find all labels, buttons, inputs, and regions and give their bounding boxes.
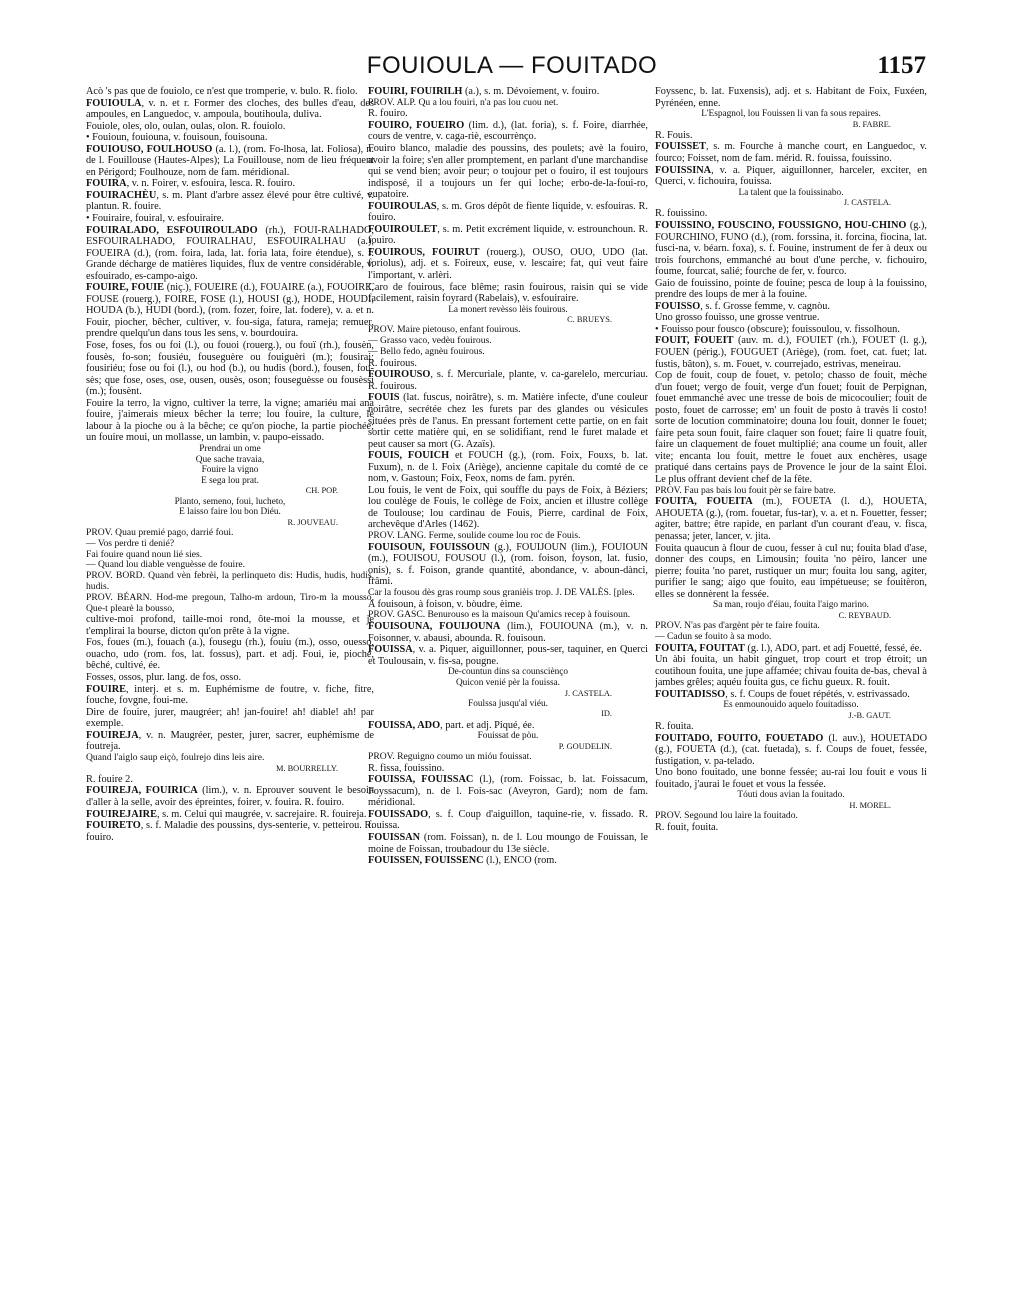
dictionary-entry: FOUISSINA, v. a. Piquer, aiguillonner, harceler, exciter, en Querci, v. fichouira, fouissa. xyxy=(655,164,927,188)
dictionary-entry: FOUITADO, FOUITO, FOUETADO (l. auv.), HOUETADO (g.), FOUETA (d.), (cat. fuetada), s. f. Coups de fouet, fessée, fustigation, v. pa-telado. xyxy=(655,732,927,767)
proverb-line: PROV. ALP. Qu a lou fouiri, n'a pas lou cuou net. xyxy=(368,96,559,108)
dictionary-entry: FOUIT, FOUEIT (auv. m. d.), FOUIET (rh.), FOUET (l. g.), FOUEN (périg.), FOUGUET (Ariège), (rom. foet, cat. fuet; lat. fustis, bâton), s. m. Fouet, v. courrejado, estrivas, meneirau. xyxy=(655,335,927,370)
dictionary-entry: FOUIRALADO, ESFOUIROULADO (rh.), FOUI-RALHADO, ESFOUIRALHADO, FOUIRALHAU, ESFOUIRALHAU (a.), FOUEIRA (d.), (rom. foira, lada, lat. foria lata, foire étendue), s. f. Grande décharge de matières liquides, flux de ventre considérable, v. esfouirado, es-campo-aigo. xyxy=(86,224,374,282)
column-left xyxy=(86,86,374,1296)
dictionary-entry: FOUIOULA, v. n. et r. Former des cloches, des bulles d'eau, des ampoules, en Languedoc, v. ampoula, boutihoula, duliva. xyxy=(86,97,374,121)
proverb-line: PROV. N'as pas d'argènt pèr te faire fouita. xyxy=(655,620,820,632)
quotation-line: Que sache travaia, xyxy=(195,454,265,465)
dictionary-entry: Uno bono fouitado, une bonne fessée; au-rai lou fouit e vous li fouitado, j'aurai le fouet et vous la fessée. xyxy=(655,767,927,790)
dictionary-entry: FOUIS, FOUICH et FOUCH (g.), (rom. Foix, Fouxs, b. lat. Fuxum), n. de l. Foix (Ariège), ancienne capitale du comté de ce nom, v. Gastoun; Foix, Feox, noms de fam. pyrén. xyxy=(368,450,648,485)
headword: FOUIREJA, FOUIRICA xyxy=(86,785,198,797)
dictionary-entry: FOUIREJAIRE, s. m. Celui qui maugrée, v. sacrejaire. R. fouireja. xyxy=(86,808,367,820)
quotation-line: E sega lou prat. xyxy=(201,475,259,486)
page-header xyxy=(0,52,1024,82)
dictionary-entry: Fouiole, oles, olo, oulan, oulas, olon. R. fouiolo. xyxy=(86,120,286,132)
headword: FOUITA, FOUEITA xyxy=(655,496,753,508)
dictionary-entry: R. fouirous. xyxy=(368,357,417,369)
quotation-attribution: C. BRUEYS. xyxy=(567,315,612,325)
dictionary-entry: Cop de fouit, coup de fouet, v. petolo; chasso de fouit, mèche d'un fouet; vergo de fouit, verge d'un fouet; fouit de Perpignan, fouet emmanché avec une tresse de bois de micocoulier; fouit de posto, fouet de carrosse; em' un fouit de posto à travès li costo! sorte de locution comminatoire; douna lou fouit, donner le fouet; faire peta soun fouit, faire claquer son fouet; faire li quatre fouit, faire un claquement de fouet multiplié; ana coume un fouit, aller vite; encanta lou fouit, mettre le fouet aux enchères, usage pratiqué dans certains pays de Provence le jour de la saint Éloi. Le plus offrant devient chef de la fête. xyxy=(655,370,927,485)
headword: FOUIROUS, FOUIRUT xyxy=(368,246,480,258)
dictionary-entry: FOUIS (lat. fuscus, noirâtre), s. m. Matière infecte, d'une couleur noirâtre, secrétée chez les furets par des glandes ou vésicules situées près de l'anus. En pressant fortement cette partie, on en fait sortir cette matière qui, en se solidifiant, rend le furet malade et peut causer sa mort (G. Azaïs). xyxy=(368,392,648,450)
dictionary-entry: R. fouissino. xyxy=(655,208,708,220)
dictionary-entry: FOUIREJA, v. n. Maugréer, pester, jurer, sacrer, euphémisme de foutreja. xyxy=(86,729,374,753)
quotation-attribution: R. JOUVEAU. xyxy=(287,517,338,527)
headword: FOUISSA xyxy=(368,644,413,656)
proverb-line: Quand l'aiglo saup eiçò, foulrejo dins leis aire. xyxy=(86,751,265,763)
dictionary-entry: FOUISSA, ADO, part. et adj. Piqué, ée. xyxy=(368,719,535,731)
quotation-attribution: P. GOUDELIN. xyxy=(558,741,612,751)
dictionary-entry: FOUIRO, FOUEIRO (lim. d.), (lat. foria), s. f. Foire, diarrhée, cours de ventre, v. caga-riè, escourrènço. xyxy=(368,119,648,143)
proverb-line: Fai fouire quand noun lié sies. xyxy=(86,548,203,560)
proverb-line: — Vos perdre ti denié? xyxy=(86,537,175,549)
quotation-attribution: CH. POP. xyxy=(305,486,338,496)
proverb-line: — Grasso vaco, vedèu fouirous. xyxy=(368,335,492,347)
quotation-attribution: C. REYBAUD. xyxy=(838,610,891,620)
proverb-line: — Cadun se fouito à sa modo. xyxy=(655,630,772,642)
page-number: 1157 xyxy=(877,52,926,79)
headword: FOUISSINO, FOUSCINO, FOUSSIGNO, HOU-CHINO xyxy=(655,219,907,231)
proverb-line: — Bello fedo, agnèu fouirous. xyxy=(368,346,485,358)
headword: FOUIRA xyxy=(86,178,127,190)
headword: FOUIROULET xyxy=(368,223,438,235)
proverb-line: PROV. LANG. Ferme, soulide coume lou roc de Fouis. xyxy=(368,530,581,542)
dictionary-entry: • Fouisso pour fousco (obscure); fouissoulou, v. fissolhoun. xyxy=(655,323,900,335)
dictionary-entry: FOUISSET, s. m. Fourche à manche court, en Languedoc, v. fourco; Foisset, nom de fam. mérid. R. fouissa, fouissino. xyxy=(655,141,927,164)
headword: FOUIOUSO, FOULHOUSO xyxy=(86,143,213,155)
quotation-attribution: J.-B. GAUT. xyxy=(848,710,891,720)
quotation-attribution: J. CASTELA. xyxy=(843,198,891,208)
quotation-attribution: M. BOURRELLY. xyxy=(275,763,338,773)
dictionary-entry: Foyssenc, b. lat. Fuxensis), adj. et s. Habitant de Foix, Fuxéen, Pyrénéen, enne. xyxy=(655,86,927,109)
headword: FOUIS, FOUICH xyxy=(368,450,450,462)
headword: FOUIRETO xyxy=(86,820,141,832)
proverb-line: PROV. Maire pietouso, enfant fouirous. xyxy=(368,324,521,336)
headword: FOUIROULAS xyxy=(368,200,437,212)
proverb-line: PROV. BÉARN. Hod-me pregoun, Talho-m ardoun, Tiro-m la mousso, Que-t plearè la bousso, xyxy=(86,591,374,614)
headword: FOUIROUSO xyxy=(368,369,431,381)
dictionary-entry: R. fouit, fouita. xyxy=(655,822,719,834)
dictionary-entry: FOUIRETO, s. f. Maladie des poussins, dys-senterie, v. petteirou. R. fouiro. xyxy=(86,820,374,843)
dictionary-entry: • Fouioun, fouiouna, v. fouisoun, fouisouna. xyxy=(86,132,268,144)
dictionary-entry: FOUIRE, interj. et s. m. Euphémisme de foutre, v. fiche, fitre, fouche, fovgne, foui-me. xyxy=(86,683,374,707)
headword: FOUITADISSO xyxy=(655,688,726,700)
headword: FOUIOULA xyxy=(86,97,142,109)
headword: FOUIRO, FOUEIRO xyxy=(368,119,465,131)
dictionary-entry: cultive-moi profond, taille-moi rond, ôte-moi la mousse, et je t'emplirai la bourse, dicton qu'on prête à la vigne. xyxy=(86,614,374,637)
headword: FOUIRE, FOUIE xyxy=(86,282,164,294)
headword: FOUISSAN xyxy=(368,831,421,843)
dictionary-entry: FOUISSINO, FOUSCINO, FOUSSIGNO, HOU-CHINO (g.), FOURCHINO, FUNO (d.), (rom. forssina, it. forcina, fiocina, lat. fusci-na, v. béarn. foxa), s. f. Fouine, instrument de fer à deux ou trois fourchons, emmanché au bout d'une perche, v. fichouiro, foume, fourcat, salié; fourche de fer, v. fourco. xyxy=(655,219,927,278)
dictionary-entry: FOUIROULAS, s. m. Gros dépôt de fiente liquide, v. esfouiras. R. fouiro. xyxy=(368,200,648,224)
quotation-line: Planto, semeno, foui, lucheto, xyxy=(174,496,286,507)
dictionary-entry: FOUIOUSO, FOULHOUSO (a. l.), (rom. Fo-lhosa, lat. Foliosa), n. de l. Fouillouse (Hautes-Alpes); La Fouillouse, nom de lieu fréquent en Périgord; Foulhouze, nom de fam. méridional. xyxy=(86,143,374,178)
quotation-line: Foulssa jusqu'al viéu. xyxy=(468,698,548,709)
dictionary-entry: FOUISSA, v. a. Piquer, aiguillonner, pous-ser, taquiner, en Querci et Toulousain, v. fis-sa, pougne. xyxy=(368,644,648,667)
dictionary-entry: FOUITA, FOUITAT (g. l.), ADO, part. et adj Fouetté, fessé, ée. xyxy=(655,642,922,654)
dictionary-entry: Fouita quaucun à flour de cuou, fesser à cul nu; fouita blad d'ase, donner des coups, en Limousin; fouita 'no pèiro, lancer une pierre; fouita 'no paret, rustiquer un mur; fouita lou sang, agiter, purifier le sang; aigo que fouito, eau impétueuse; se fouitèron, elles se donnèrent la fessée. xyxy=(655,542,927,600)
column-middle xyxy=(368,86,648,1296)
proverb-line: PROV. Reguigno coumo un mióu fouissat. xyxy=(368,750,532,762)
headword: FOUISSADO xyxy=(368,808,429,820)
headword: FOUIRE xyxy=(86,683,127,695)
dictionary-entry: Fose, foses, fos ou foi (l.), ou fouoi (rouerg.), ou fouï (rh.), fousèn, fousès, fo-son; fousiéu, fouseguère ou fouiguèri (m.); fousirai; fousiriéu; fose ou foi (l.), ou hod (b.), ou hudis (bord.), fousen, fou-sès; que fose, oses, ose, ousen, ousès, oson; fouseguèsse ou fousèssi (m.); fousènt. xyxy=(86,340,374,398)
dictionary-entry: • Fouiraire, fouiral, v. esfouiraire. xyxy=(86,213,224,225)
quotation-line: Es enmounouido aquelo fouitadisso. xyxy=(723,700,859,711)
dictionary-entry: FOUISSAN (rom. Foissan), n. de l. Lou moungo de Fouissan, le moine de Foissan, troubadour du 13e siècle. xyxy=(368,831,648,855)
dictionary-entry: Gaio de fouissino, pointe de fouine; pesca de loup à la fouissino, prendre des loups de mer à la fouine. xyxy=(655,277,927,301)
quotation-line: Fouissat de pòu. xyxy=(477,731,539,742)
headword: FOUISSET xyxy=(655,141,706,153)
proverb-line: PROV. Segound lou laire la fouitado. xyxy=(655,810,798,822)
dictionary-entry: FOUISOUNA, FOUIJOUNA (lim.), FOUIOUNA (m.), v. n. Foisonner, v. abausi, abounda. R. fouisoun. xyxy=(368,621,648,644)
headword: FOUISSEN, FOUISSENC xyxy=(368,855,484,867)
headword: FOUIS xyxy=(368,392,400,404)
quotation-line: Sa man, roujo d'éiau, fouita l'aigo marino. xyxy=(713,600,869,611)
dictionary-entry: Un àbi fouita, un habit ginguet, trop court et trop étroit; un coutihoun fouita, une jupe affamée; chivau fouita de-bas, cheval à jambes grêles; aquéu fouita gus, ce fichu gueux. R. fouit. xyxy=(655,654,927,689)
quotation-attribution: J. CASTELA. xyxy=(564,688,612,698)
headword: FOUITADO, FOUITO, FOUETADO xyxy=(655,732,824,744)
dictionary-entry: Fouiro blanco, maladie des poussins, des poulets; avè la fouiro, avoir la foire; s'en aller promptement, en parlant d'une marchandise qui se vend bien; avoir peur; o toujour pet o fouiro, il est toujours indisposé, il a toujours un fer qui loche; erbo-de-la-foui-ro, eupatoire. xyxy=(368,142,648,201)
dictionary-entry: FOUIRACHÈU, s. m. Plant d'arbre assez élevé pour être cultivé, v. plantun. R. fouire. xyxy=(86,189,374,213)
quotation-line: L'Espagnol, lou Fouissen li van fa sous repaires. xyxy=(701,109,881,120)
headword: FOUIT, FOUEIT xyxy=(655,335,734,347)
dictionary-entry: FOUIRI, FOUIRILH (a.), s. m. Dévoiement, v. fouiro. xyxy=(368,86,600,97)
dictionary-entry: FOUIRA, v. n. Foirer, v. esfouira, lesca. R. fouiro. xyxy=(86,178,296,190)
proverb-line: PROV. BORD. Quand vèn febrèi, la perlinqueto dis: Hudis, hudis, hudis, hudis. xyxy=(86,570,374,592)
dictionary-entry: FOUISSA, FOUISSAC (l.), (rom. Foissac, b. lat. Foissacum, Foyssacum), n. de l. Fois-sac (Aveyron, Gard); nom de fam. méridional. xyxy=(368,774,648,809)
headword: FOUIRALADO, ESFOUIROULADO xyxy=(86,224,258,236)
proverb-line: Car la fousou dès gras roump sous granièis trop. J. DE VALÈS. [ples. xyxy=(368,587,635,599)
quotation-line: La monert revèsso lèis fouirous. xyxy=(448,304,568,315)
quotation-line: Fouire la vigno xyxy=(201,465,259,476)
quotation-line: E laisso faire lou bon Diéu. xyxy=(179,507,281,518)
dictionary-entry: FOUIREJA, FOUIRICA (lim.), v. n. Eprouver souvent le besoin d'aller à la selle, avoir des épreintes, foirer, v. fouira. R. fouiro. xyxy=(86,785,374,808)
dictionary-entry: FOUIRE, FOUIE (niç.), FOUEIRE (d.), FOUAIRE (a.), FOUOIRE, FOUSE (rouerg.), FOIRE, FOSE (l.), HOUSI (g.), HODE, HOUDI, HOUDA (b.), HUDI (bord.), (rom. fozer, foire, lat. fodere), v. a. et n. Fouir, piocher, bêcher, cultiver, v. fou-siga, fatura, rameja; remuer, prendre quelqu'un dans tous les sens, v. bourdouira. xyxy=(86,282,374,340)
dictionary-entry: FOUIROULET, s. m. Petit excrément liquide, v. estrounchoun. R. fouiro. xyxy=(368,223,648,247)
dictionary-entry: Lou fouis, le vent de Foix, qui souffle du pays de Foix, à Béziers; lou coulège de Fouis, le collège de Foix, ancien et illustre collège de Toulouse; lou cardinau de Fouis, Pierre, cardinal de Foix, archevêque d'Arles (1462). xyxy=(368,484,648,531)
headword: FOUIRI, FOUIRILH xyxy=(368,86,463,97)
dictionary-entry: Uno grosso fouisso, une grosse ventrue. xyxy=(655,312,820,324)
dictionary-entry: Fouire la terro, la vigno, cultiver la terre, la vigne; amariéu mai ana fouire, j'aimerais mieux bêcher la terre; lou fouire, la culture, le labour à la pioche ou à la bêche; ce qu'on pioche, la partie piochée; un fouire moui, un mollasse, un lambin, v. paupo-eissado. xyxy=(86,397,374,444)
dictionary-entry: A fouisoun, à foison, v. bòudre, èime. xyxy=(368,598,523,610)
dictionary-entry: FOUISSO, s. f. Grosse femme, v. cagnòu. xyxy=(655,300,830,312)
headword: FOUIREJAIRE xyxy=(86,808,157,820)
quotation-attribution: H. MOREL. xyxy=(849,801,891,811)
headword: FOUIRACHÈU xyxy=(86,189,157,201)
headword: FOUISSO xyxy=(655,300,701,312)
headword: FOUIREJA xyxy=(86,729,139,741)
dictionary-entry: FOUIROUSO, s. f. Mercuriale, plante, v. ca-garelelo, mercuriau. R. fouirous. xyxy=(368,369,648,392)
dictionary-entry: R. fouita. xyxy=(655,721,694,733)
dictionary-entry: R. fouire 2. xyxy=(86,773,133,785)
dictionary-entry: FOUITADISSO, s. f. Coups de fouet répétés, v. estrivassado. xyxy=(655,688,910,700)
quotation-line: Quicon venié pèr la fouissa. xyxy=(455,677,561,688)
headword: FOUISOUNA, FOUIJOUNA xyxy=(368,621,501,633)
quotation-attribution: B. FABRE. xyxy=(852,119,891,129)
dictionary-entry: R. fissa, fouissino. xyxy=(368,762,445,774)
quotation-line: Prendrai un ome xyxy=(199,443,261,454)
dictionary-entry: R. fouiro. xyxy=(368,108,408,120)
dictionary-entry: Acò 's pas que de fouiolo, ce n'est que tromperie, v. bulo. R. fiolo. xyxy=(86,86,358,97)
proverb-line: PROV. GASC. Benurouso es la maisoun Qu'amics recep à fouisoun. xyxy=(368,609,631,621)
dictionary-entry: Fosses, ossos, plur. lang. de fos, osso. xyxy=(86,672,242,684)
dictionary-entry: FOUISOUN, FOUISSOUN (g.), FOUIJOUN (lim.), FOUIOUN (m.), FOUISOU, FOUSOU (l.), (rom. foison, foyson, lat. fusio, onis), s. f. Foison, grande quantité, abondance, v. aboun-dànci, frâmi. xyxy=(368,541,648,588)
quotation-line: La talent que la fouissinabo. xyxy=(738,187,844,198)
dictionary-entry: FOUIROUS, FOUIRUT (rouerg.), OUSO, OUO, UDO (lat. foriolus), adj. et s. Foireux, euse, v. lescaire; fat, qui veut faire l'important, v. arlèri. xyxy=(368,246,648,281)
quotation-line: De-countun dins sa counsciènço xyxy=(447,667,569,678)
headword: FOUISSINA xyxy=(655,164,712,176)
headword: FOUITA, FOUITAT xyxy=(655,642,745,654)
proverb-line: PROV. Fau pas bais lou fouit pèr se faire batre. xyxy=(655,484,836,496)
dictionary-entry: FOUISSEN, FOUISSENC (l.), ENCO (rom. xyxy=(368,855,557,867)
dictionary-entry: Dire de fouire, jurer, maugréer; ah! jan-fouire! ah! diable! ah! par exemple. xyxy=(86,706,374,730)
headword: FOUISSA, ADO xyxy=(368,719,441,731)
running-title: FOUIOULA — FOUITADO xyxy=(366,52,658,79)
column-right xyxy=(655,86,927,1296)
proverb-line: — Quand lou diable venguèsse de fouire. xyxy=(86,559,246,571)
quotation-line: Tóuti dous avian la fouitado. xyxy=(737,790,845,801)
dictionary-entry: Fos, foues (m.), fouach (a.), fousegu (rh.), fouiu (m.), osso, ouesso, ouacho, udo (rom. fos, lat. fossus), part. et adj. Foui, ie, pioché, bêché, cultivé, ée. xyxy=(86,637,374,672)
headword: FOUISOUN, FOUISSOUN xyxy=(368,541,490,553)
dictionary-entry: Caro de fouirous, face blême; rasin fouirous, raisin qui se vide facilement, raisin foyrard (Rabelais), v. esfouiraire. xyxy=(368,281,648,305)
dictionary-entry: FOUITA, FOUEITA (m.), FOUETA (l. d.), HOUETA, AHOUETA (g.), (rom. fouetar, fus-tar), v. a. et n. Fouetter, fesser; agiter, battre; être rapide, en parlant d'un courant d'eau, v. fisca, penassa; jeter, lancer, v. jita. xyxy=(655,496,927,542)
headword: FOUISSA, FOUISSAC xyxy=(368,774,474,786)
proverb-line: PROV. Quau premié pago, darrié foui. xyxy=(86,526,234,538)
dictionary-entry: FOUISSADO, s. f. Coup d'aiguillon, taquine-rie, v. fissado. R. fouissa. xyxy=(368,808,648,832)
dictionary-entry: R. Fouis. xyxy=(655,129,693,141)
quotation-attribution: ID. xyxy=(601,709,612,719)
